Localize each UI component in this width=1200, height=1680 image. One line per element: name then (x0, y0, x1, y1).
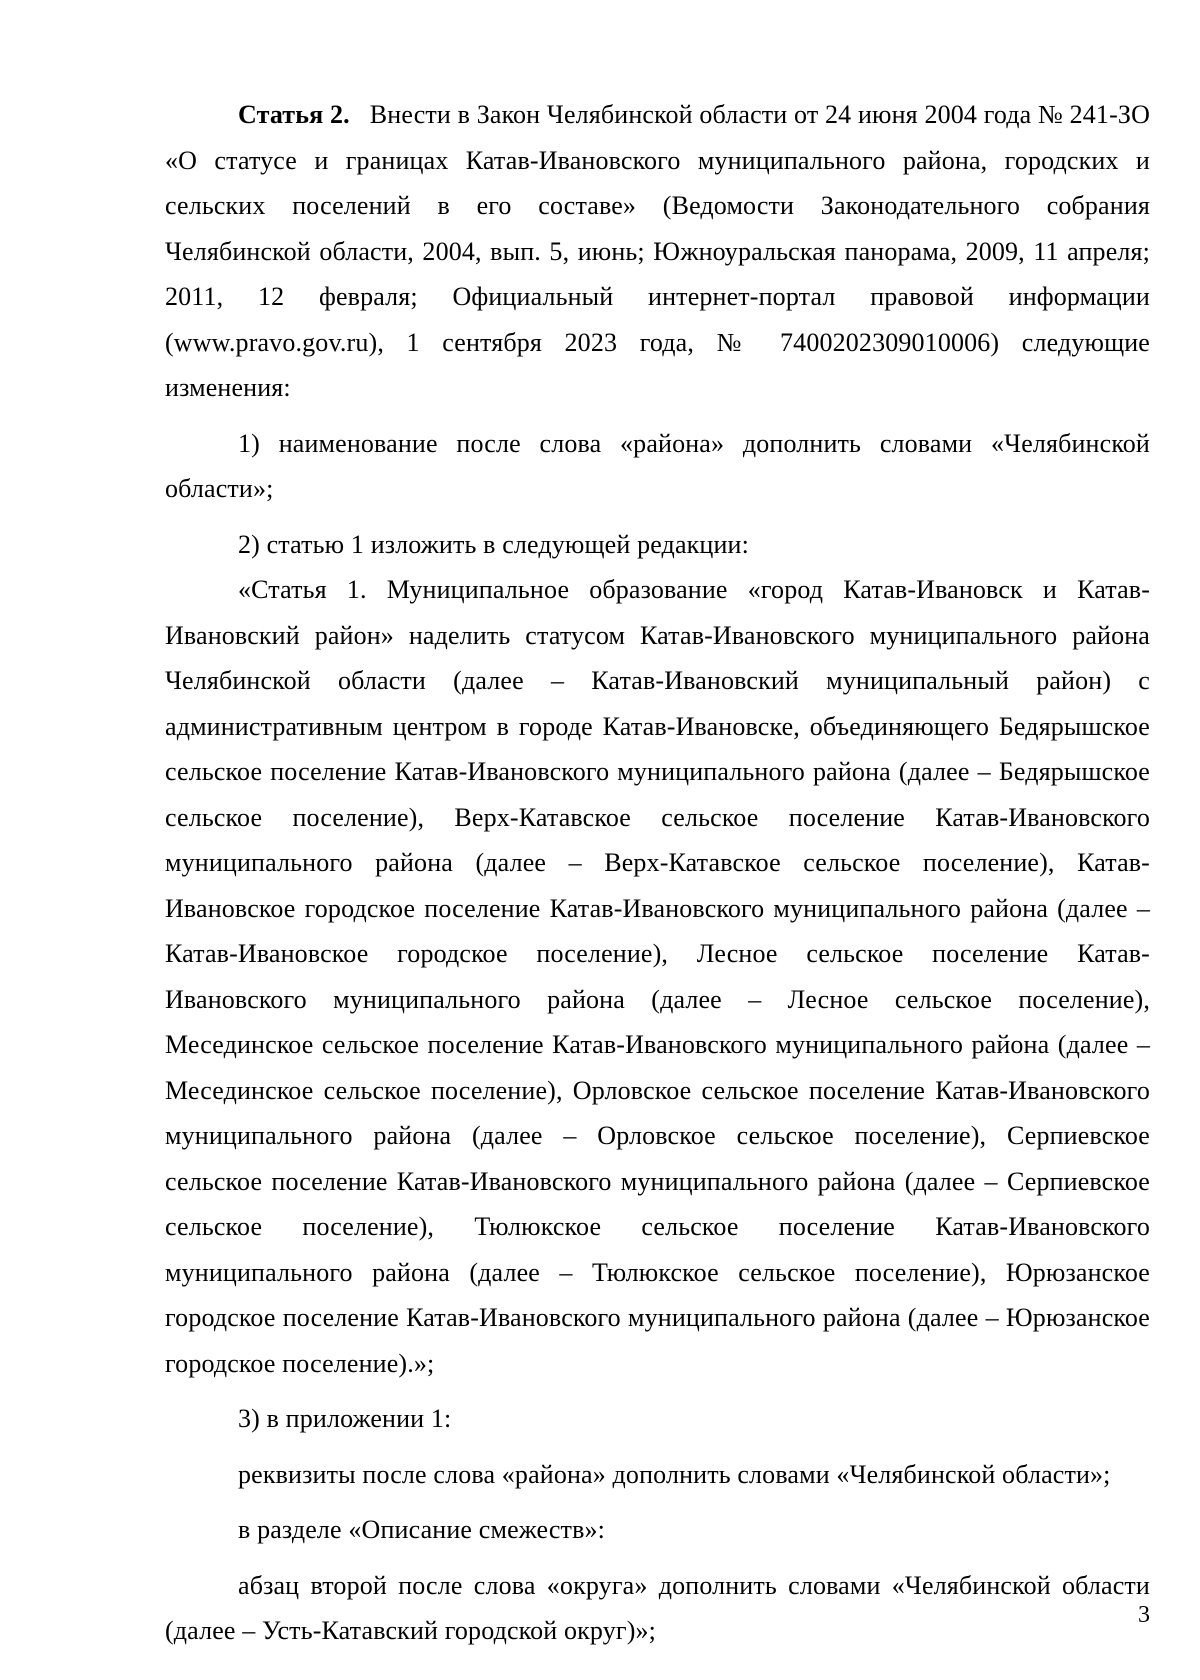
amendment-item-3: 3) в приложении 1: (238, 1404, 452, 1433)
amendment-item-3-section: в разделе «Описание смежеств»: (238, 1515, 606, 1544)
amendment-item-1: 1) наименование после слова «района» дополнить словами «Челябинской области»; (165, 428, 1150, 503)
article-2-paragraph (165, 92, 1150, 411)
page-number: 3 (1138, 1602, 1150, 1628)
amendment-item-2: 2) статью 1 изложить в следующей редакции: (238, 529, 749, 559)
amendment-item-3-paragraph-two: абзац второй после слова «округа» дополнить словами «Челябинской области (далее – Усть-Катавский городской округ)»; (165, 1570, 1150, 1645)
article-1-new-text: «Статья 1. Муниципальное образование «город Катав-Ивановск и Катав-Ивановский район» наделить статусом Катав-Ивановского муниципального района Челябинской области (далее – Катав-Ивановский муниципальный район) с административным центром в городе Катав-Ивановске, объединяющего Бедярышское сельское поселение Катав-Ивановского муниципального района (далее – Бедярышское сельское поселение), Верх-Катавское сельское поселение Катав-Ивановского муниципального района (далее – Верх-Катавское сельское поселение), Катав-Ивановское городское поселение Катав-Ивановского муниципального района (далее – Катав-Ивановское городское поселение), Лесное сельское поселение Катав-Ивановского муниципального района (далее – Лесное сельское поселение), Месединское сельское поселение Катав-Ивановского муниципального района (далее – Месединское сельское поселение), Орловское сельское поселение Катав-Ивановского муниципального района (далее – Орловское сельское поселение), Серпиевское сельское поселение Катав-Ивановского муниципального района (далее – Серпиевское сельское поселение), Тюлюкское сельское поселение Катав-Ивановского муниципального района (далее – Тюлюкское сельское поселение), Юрюзанское городское поселение Катав-Ивановского муниципального района (далее – Юрюзанское городское поселение).»; (165, 575, 1150, 1378)
amendment-item-3-requisites: реквизиты после слова «района» дополнить словами «Челябинской области»; (238, 1459, 1111, 1489)
article-2-heading: Статья 2. (238, 100, 350, 129)
document-body (165, 92, 1150, 1654)
article-2-text: Внести в Закон Челябинской области от 24 июня 2004 года № 241-ЗО «О статусе и границах Катав-Ивановского муниципального района, городских и сельских поселений в его составе» (Ведомости Законодательного собрания Челябинской области, 2004, вып. 5, июнь; Южноуральская панорама, 2009, 11 апреля; 2011, 12 февраля; Официальный интернет-портал правовой информации (www.pravo.gov.ru), 1 сентября 2023 года, № 7400202309010006) следующие изменения: (165, 100, 1150, 402)
